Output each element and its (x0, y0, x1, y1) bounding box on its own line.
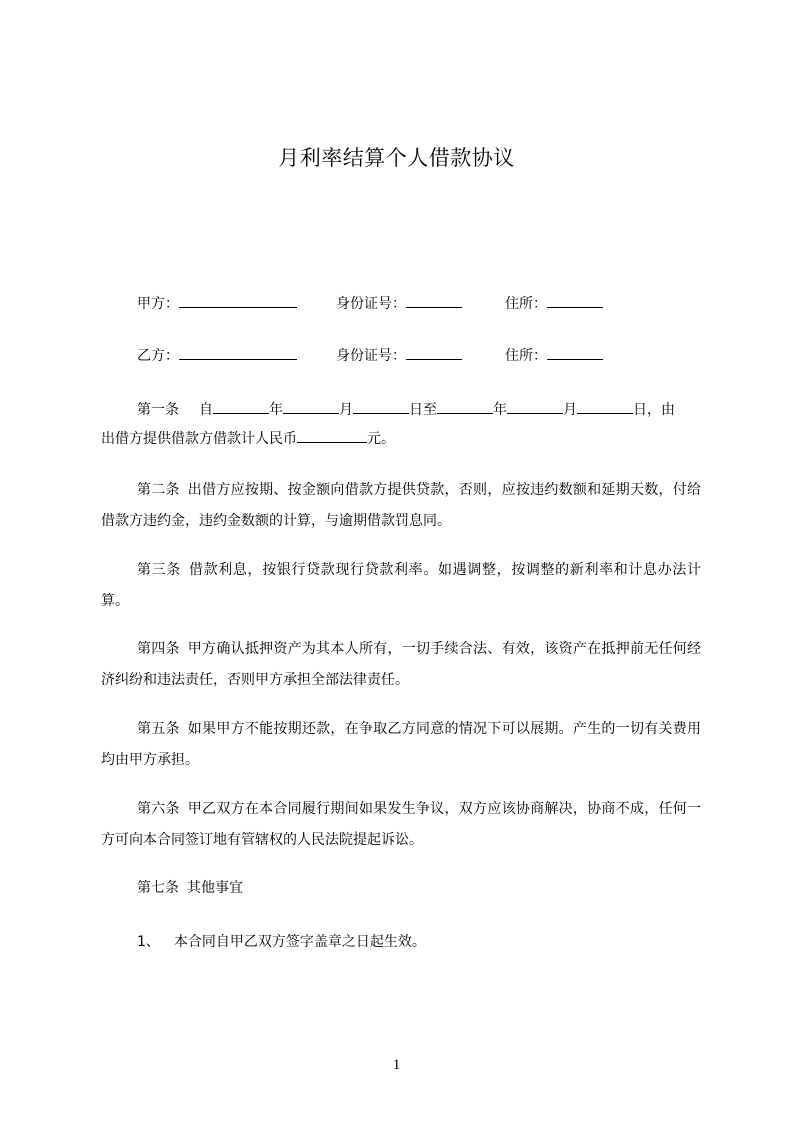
party-a-address-blank (547, 292, 603, 308)
month-label: 月 (339, 402, 353, 418)
article-6-text: 甲乙双方在本合同履行期间如果发生争议，双方应该协商解决，协商不成，任何一方可向本合同签订地有管辖权的人民法院提起诉讼。 (101, 801, 702, 848)
party-b-address-label: 住所： (505, 348, 547, 364)
date-blank (283, 398, 339, 414)
year-label: 年 (493, 402, 507, 418)
document-title: 月利率结算个人借款协议 (278, 146, 515, 170)
article-6 (101, 794, 701, 856)
party-a-id-field (336, 292, 462, 314)
month-label: 月 (563, 402, 577, 418)
article-5-label: 第五条 (137, 721, 180, 737)
article-3-label: 第三条 (137, 562, 181, 578)
article-4-text: 甲方确认抵押资产为其本人所有，一切手续合法、有效，该资产在抵押前无任何经济纠纷和违法责任，否则甲方承担全部法律责任。 (101, 641, 702, 688)
article-1-currency-unit: 元。 (367, 431, 395, 447)
party-b-field (137, 344, 297, 366)
item-1 (137, 932, 426, 952)
party-b-blank (179, 344, 297, 360)
article-1-line-2 (101, 427, 395, 449)
article-5-text: 如果甲方不能按期还款，在争取乙方同意的情况下可以展期。产生的一切有关费用均由甲方承担。 (101, 721, 702, 768)
article-2 (101, 475, 701, 537)
party-b-label: 乙方： (137, 348, 179, 364)
party-b-id-label: 身份证号： (336, 348, 406, 364)
article-1-from: 自 (199, 402, 213, 418)
date-blank (213, 398, 269, 414)
article-1-line-1 (137, 398, 675, 420)
amount-blank (297, 427, 367, 443)
article-2-text: 出借方应按期、按金额向借款方提供贷款，否则，应按违约数额和延期天数，付给借款方违约金，违约金数额的计算，与逾期借款罚息同。 (101, 482, 702, 529)
article-3-text: 借款利息，按银行贷款现行贷款利率。如遇调整，按调整的新利率和计息办法计算。 (101, 562, 702, 609)
date-blank (507, 398, 563, 414)
article-7-text: 其他事宜 (187, 880, 243, 896)
item-1-number: 1、 (137, 934, 160, 950)
party-b-address-blank (547, 344, 603, 360)
party-b-id-blank (406, 344, 462, 360)
year-label: 年 (269, 402, 283, 418)
date-blank (353, 398, 409, 414)
article-3 (101, 555, 701, 617)
date-blank (437, 398, 493, 414)
article-1-amount-text: 出借方提供借款方借款计人民币 (101, 431, 297, 447)
party-a-address-field (505, 292, 603, 314)
article-4-label: 第四条 (137, 641, 180, 657)
party-a-label: 甲方： (137, 296, 179, 312)
day-end-label: 日，由 (633, 402, 675, 418)
day-to-label: 日至 (409, 402, 437, 418)
party-a-field (137, 292, 297, 314)
article-7-label: 第七条 (137, 880, 179, 896)
party-a-id-blank (406, 292, 462, 308)
party-a-blank (179, 292, 297, 308)
article-1-label: 第一条 (137, 402, 179, 418)
article-5 (101, 714, 701, 776)
article-4 (101, 634, 701, 696)
party-b-id-field (336, 344, 462, 366)
item-1-text: 本合同自甲乙双方签字盖章之日起生效。 (173, 934, 426, 950)
party-a-id-label: 身份证号： (336, 296, 406, 312)
party-b-address-field (505, 344, 603, 366)
article-6-label: 第六条 (137, 801, 180, 817)
article-2-label: 第二条 (137, 482, 180, 498)
party-a-address-label: 住所： (505, 296, 547, 312)
article-7 (137, 878, 243, 898)
page-number: 1 (392, 1057, 401, 1073)
date-blank (577, 398, 633, 414)
